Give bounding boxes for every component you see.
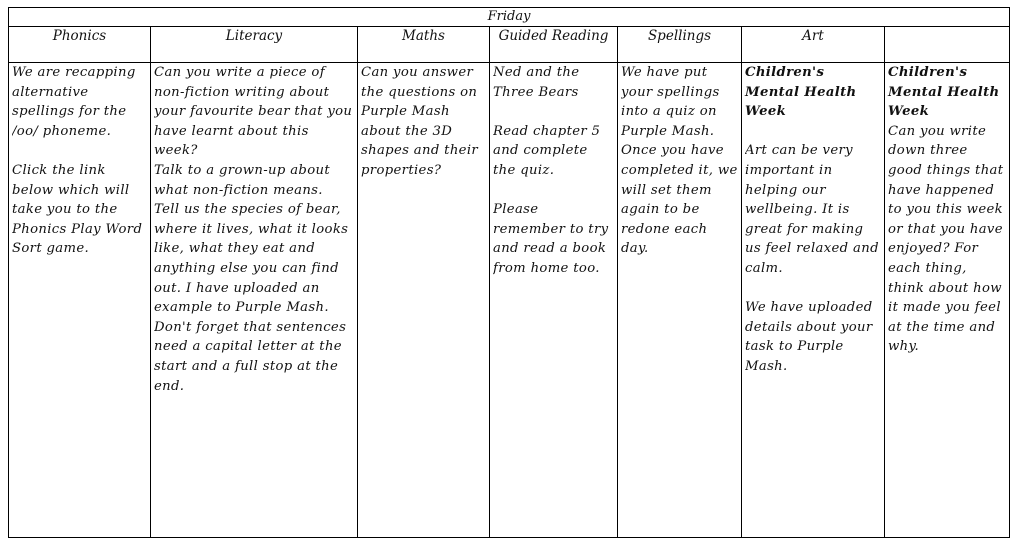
- header-spellings: Spellings: [618, 27, 742, 63]
- cell-extra: [885, 63, 1010, 538]
- art-title: Children's Mental Health Week: [745, 65, 857, 120]
- cell-literacy: [151, 63, 358, 538]
- day-title: Friday: [9, 8, 1010, 27]
- guided-reading-text: Ned and the Three Bears Read chapter 5 and complete the quiz. Please remember to try and read a book from home too.: [493, 65, 609, 276]
- friday-timetable: [8, 7, 1009, 538]
- phonics-text: We are recapping alternative spellings for the /oo/ phoneme. Click the link below which will take you to the Phonics Play Word Sort game.: [12, 65, 143, 257]
- literacy-text: Can you write a piece of non-fiction writing about your favourite bear that you have learnt about this week? Talk to a grown-up about what non-fiction means. Tell us the species of bear, where it lives, what it looks like, what they eat and anything else you can find out. I have uploaded an example to Purple Mash. Don't forget that sentences need a capital letter at the start and a full stop at the end.: [154, 65, 353, 394]
- header-guided-reading: Guided Reading: [490, 27, 618, 63]
- header-art: Art: [742, 27, 885, 63]
- timetable-table: [8, 7, 1010, 538]
- header-phonics: Phonics: [9, 27, 151, 63]
- extra-text: Can you write down three good things that have happened to you this week or that you have enjoyed? For each thing, think about how it made you feel at the time and why.: [888, 123, 1004, 355]
- extra-title: Children's Mental Health Week: [888, 65, 1000, 120]
- cell-art: [742, 63, 885, 538]
- column-header-row: [9, 27, 1010, 63]
- cell-phonics: [9, 63, 151, 538]
- spellings-text: We have put your spellings into a quiz on Purple Mash. Once you have completed it, we will set them again to be redone each day.: [621, 65, 738, 257]
- task-row: [9, 63, 1010, 538]
- cell-spellings: [618, 63, 742, 538]
- cell-guided-reading: [490, 63, 618, 538]
- maths-text: Can you answer the questions on Purple Mash about the 3D shapes and their properties?: [361, 65, 479, 178]
- art-text: Art can be very important in helping our wellbeing. It is great for making us feel relaxed and calm. We have uploaded details about your task to Purple Mash.: [745, 143, 879, 374]
- header-extra: [885, 27, 1010, 63]
- cell-maths: [358, 63, 490, 538]
- header-literacy: Literacy: [151, 27, 358, 63]
- header-maths: Maths: [358, 27, 490, 63]
- day-header-row: [9, 8, 1010, 27]
